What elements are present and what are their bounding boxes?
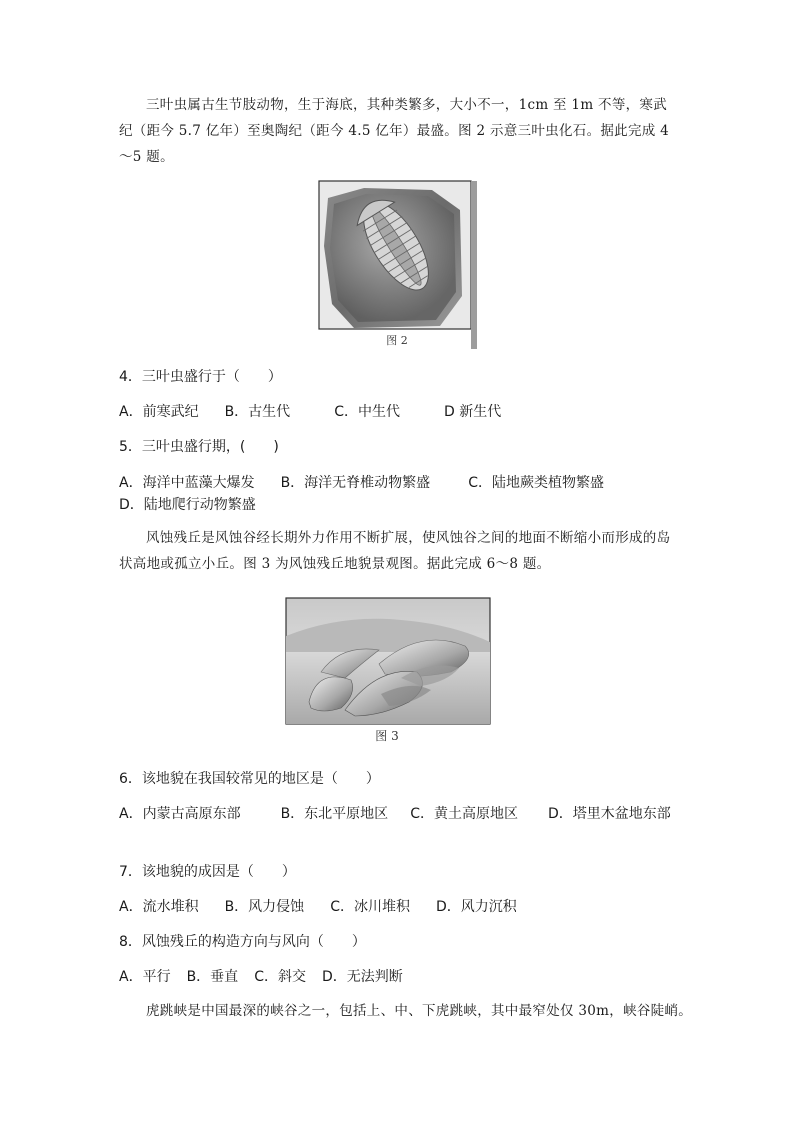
q6-option-b[interactable]: B．东北平原地区 xyxy=(280,806,389,822)
trilobite-fossil-image xyxy=(314,176,480,352)
figure-2-trilobite-fossil xyxy=(314,176,480,352)
q4-option-c[interactable]: C．中生代 xyxy=(334,404,400,420)
q5-option-d[interactable]: D．陆地爬行动物繁盛 xyxy=(119,497,256,513)
yardang-landscape-image xyxy=(281,594,493,750)
q6-option-a[interactable]: A．内蒙古高原东部 xyxy=(119,806,241,822)
q8-option-a[interactable]: A．平行 xyxy=(119,969,171,985)
q7-option-b[interactable]: B．风力侵蚀 xyxy=(224,899,305,915)
question-4-options xyxy=(119,401,689,423)
q5-option-b[interactable]: B．海洋无脊椎动物繁盛 xyxy=(280,475,431,491)
q6-option-d[interactable]: D．塔里木盆地东部 xyxy=(547,806,671,822)
question-6: 6．该地貌在我国较常见的地区是（ ） xyxy=(119,771,380,787)
figure-2-caption: 图 2 xyxy=(386,334,408,347)
q7-option-d[interactable]: D．风力沉积 xyxy=(435,899,517,915)
question-8: 8．风蚀残丘的构造方向与风向（ ） xyxy=(119,934,366,950)
passage-tiger-leaping-gorge: 虎跳峡是中国最深的峡谷之一，包括上、中、下虎跳峡，其中最窄处仅 30m，峡谷陡峭。 xyxy=(146,1003,693,1019)
q8-option-d[interactable]: D．无法判断 xyxy=(321,969,403,985)
question-5-options xyxy=(119,472,689,516)
q4-option-d[interactable]: D 新生代 xyxy=(443,404,502,420)
passage-trilobite: 三叶虫属古生节肢动物，生于海底，其种类繁多，大小不一，1cm 至 1m 不等，寒武纪（距今 5.7 亿年）至奥陶纪（距今 4.5 亿年）最盛。图 2 示意三叶虫化石。据此完成 4～5 题。 xyxy=(119,97,670,165)
q8-option-b[interactable]: B．垂直 xyxy=(186,969,239,985)
figure-3-wind-erosion-landscape xyxy=(281,594,493,750)
q5-option-c[interactable]: C．陆地蕨类植物繁盛 xyxy=(468,475,604,491)
q7-option-a[interactable]: A．流水堆积 xyxy=(119,899,199,915)
question-8-options xyxy=(119,966,689,988)
question-6-options xyxy=(119,803,689,825)
q5-option-a[interactable]: A．海洋中蓝藻大爆发 xyxy=(119,475,255,491)
q8-option-c[interactable]: C．斜交 xyxy=(254,969,306,985)
question-5: 5．三叶虫盛行期，( ) xyxy=(119,439,279,455)
q6-option-c[interactable]: C．黄土高原地区 xyxy=(410,806,518,822)
figure-3-caption: 图 3 xyxy=(375,729,399,743)
q7-option-c[interactable]: C．冰川堆积 xyxy=(330,899,410,915)
question-4: 4．三叶虫盛行于（ ） xyxy=(119,369,282,385)
passage-wind-erosion: 风蚀残丘是风蚀谷经长期外力作用不断扩展，使风蚀谷之间的地面不断缩小而形成的岛状高地或孤立小丘。图 3 为风蚀残丘地貌景观图。据此完成 6～8 题。 xyxy=(119,530,671,572)
question-7-options xyxy=(119,896,689,918)
q4-option-b[interactable]: B．古生代 xyxy=(224,404,291,420)
question-7: 7．该地貌的成因是（ ） xyxy=(119,864,296,880)
q4-option-a[interactable]: A．前寒武纪 xyxy=(119,404,199,420)
